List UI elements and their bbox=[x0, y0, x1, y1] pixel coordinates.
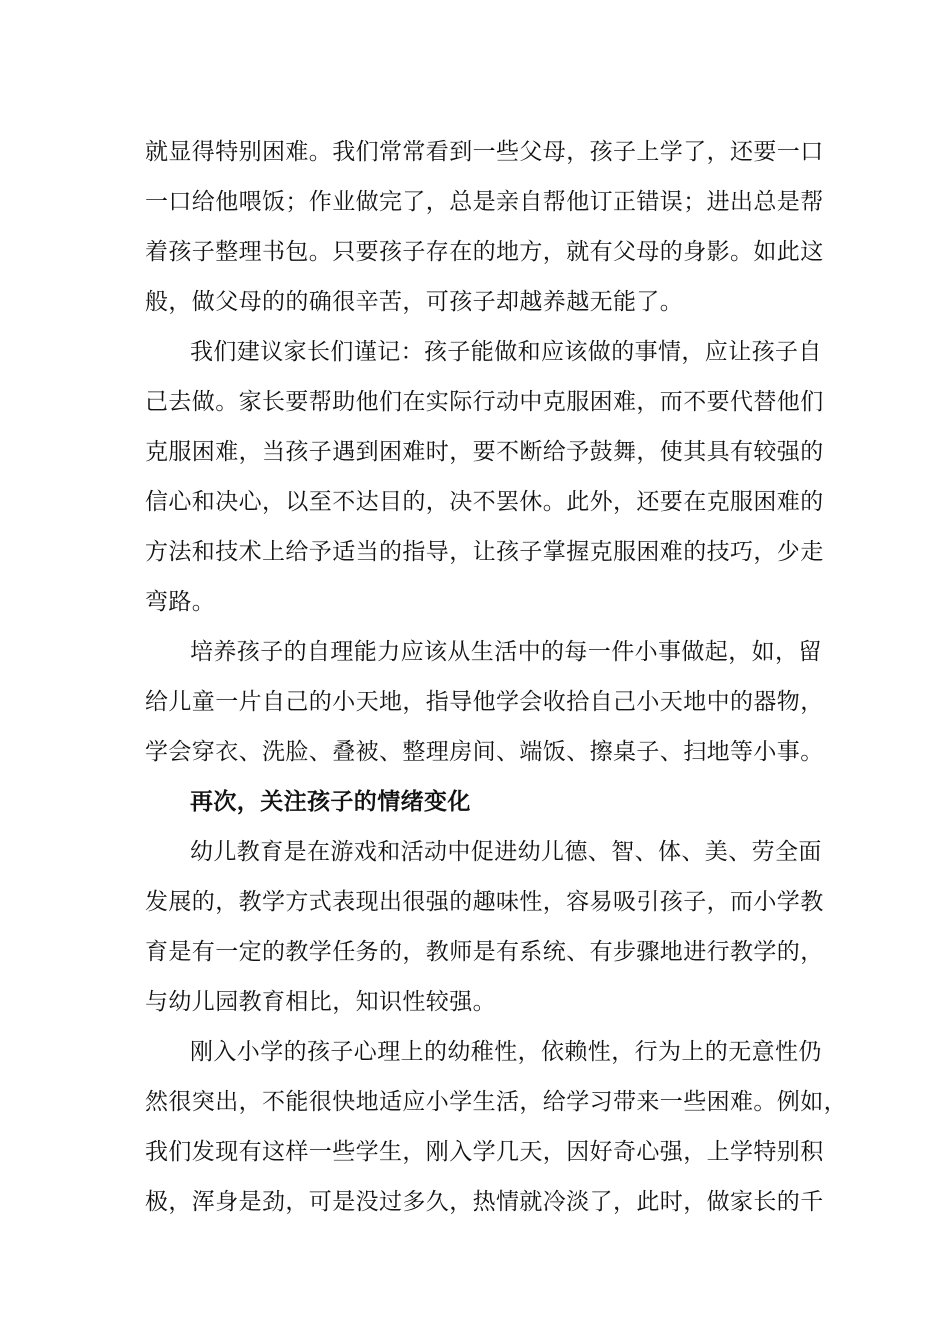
text-line: 方法和技术上给予适当的指导，让孩子掌握克服困难的技巧，少走 bbox=[145, 539, 824, 565]
text-line: 一口给他喂饭；作业做完了，总是亲自帮他订正错误；进出总是帮 bbox=[145, 189, 824, 215]
text-line: 己去做。家长要帮助他们在实际行动中克服困难，而不要代替他们 bbox=[145, 389, 824, 415]
text-line: 弯路。 bbox=[145, 589, 216, 615]
text-line: 我们建议家长们谨记：孩子能做和应该做的事情，应让孩子自 bbox=[190, 339, 822, 365]
text-line: 幼儿教育是在游戏和活动中促进幼儿德、智、体、美、劳全面 bbox=[190, 839, 822, 865]
text-line: 发展的，教学方式表现出很强的趣味性，容易吸引孩子，而小学教 bbox=[145, 889, 824, 915]
text-line: 培养孩子的自理能力应该从生活中的每一件小事做起，如，留 bbox=[190, 639, 822, 665]
text-line: 般，做父母的的确很辛苦，可孩子却越养越无能了。 bbox=[145, 289, 684, 315]
section-heading: 再次，关注孩子的情绪变化 bbox=[190, 789, 471, 815]
text-line: 育是有一定的教学任务的，教师是有系统、有步骤地进行教学的， bbox=[145, 939, 824, 965]
text-line: 刚入小学的孩子心理上的幼稚性，依赖性，行为上的无意性仍 bbox=[190, 1039, 822, 1065]
text-line: 给儿童一片自己的小天地，指导他学会收拾自己小天地中的器物， bbox=[145, 689, 824, 715]
text-line: 信心和决心，以至不达目的，决不罢休。此外，还要在克服困难的 bbox=[145, 489, 824, 515]
text-line: 然很突出，不能很快地适应小学生活，给学习带来一些困难。例如， bbox=[145, 1089, 847, 1115]
text-line: 学会穿衣、洗脸、叠被、整理房间、端饭、擦桌子、扫地等小事。 bbox=[145, 739, 824, 765]
text-line: 极，浑身是劲，可是没过多久，热情就冷淡了，此时，做家长的千 bbox=[145, 1189, 824, 1215]
text-line: 与幼儿园教育相比，知识性较强。 bbox=[145, 989, 496, 1015]
text-line: 就显得特别困难。我们常常看到一些父母，孩子上学了，还要一口 bbox=[145, 139, 824, 165]
text-line: 着孩子整理书包。只要孩子存在的地方，就有父母的身影。如此这 bbox=[145, 239, 824, 265]
text-line: 我们发现有这样一些学生，刚入学几天，因好奇心强，上学特别积 bbox=[145, 1139, 824, 1165]
text-line: 克服困难，当孩子遇到困难时，要不断给予鼓舞，使其具有较强的 bbox=[145, 439, 824, 465]
